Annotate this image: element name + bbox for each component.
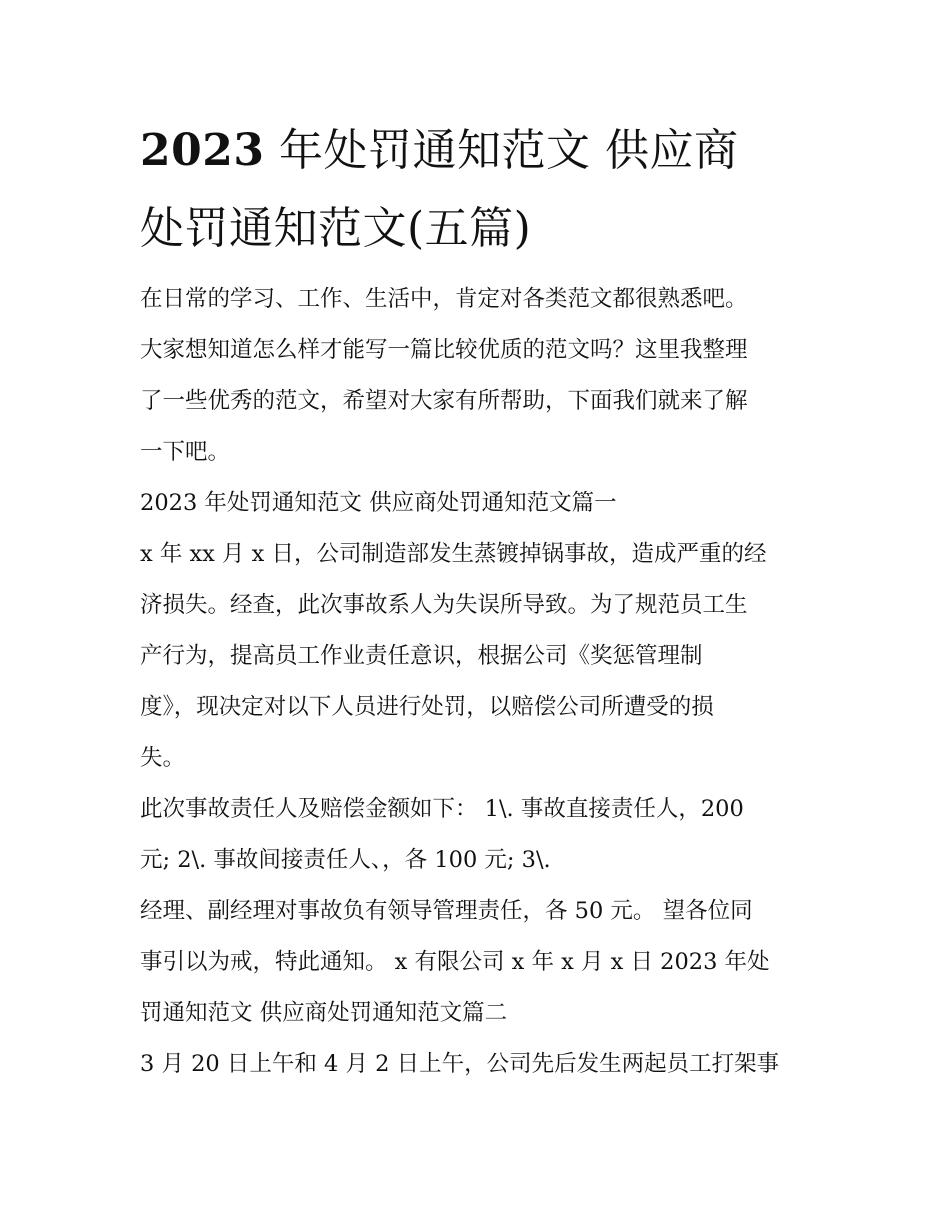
text-line: 大家想知道怎么样才能写一篇比较优质的范文吗？这里我整理 xyxy=(140,337,748,363)
text-line: 济损失。经查，此次事故系人为失误所导致。为了规范员工生 xyxy=(140,592,748,618)
text-line: 一下吧。 xyxy=(140,439,231,465)
text-line: x 年 xx 月 x 日，公司制造部发生蒸镀掉锅事故，造成严重的经 xyxy=(140,541,767,567)
title-line-2: 处罚通知范文(五篇) xyxy=(140,203,532,254)
title-line-1-text: 年处罚通知范文 供应商 xyxy=(264,125,739,176)
title-line-1 xyxy=(140,112,820,190)
text-line: 此次事故责任人及赔偿金额如下： 1\. 事故直接责任人，200 xyxy=(140,796,744,822)
text-line: 了一些优秀的范文，希望对大家有所帮助，下面我们就来了解 xyxy=(140,388,748,414)
text-line: 罚通知范文 供应商处罚通知范文篇二 xyxy=(140,1000,508,1026)
section-heading-1: 2023 年处罚通知范文 供应商处罚通知范文篇一 xyxy=(140,490,617,516)
text-line: 在日常的学习、工作、生活中，肯定对各类范文都很熟悉吧。 xyxy=(140,286,748,312)
text-line: 失。 xyxy=(140,745,186,771)
title-year: 2023 xyxy=(140,125,265,176)
text-line: 元; 2\. 事故间接责任人、，各 100 元; 3\. xyxy=(140,847,551,873)
text-line: 度》，现决定对以下人员进行处罚，以赔偿公司所遭受的损 xyxy=(140,694,714,720)
text-line: 3 月 20 日上午和 4 月 2 日上午，公司先后发生两起员工打架事 xyxy=(140,1051,780,1077)
document-body xyxy=(140,274,830,1090)
text-line: 经理、副经理对事故负有领导管理责任，各 50 元。 望各位同 xyxy=(140,898,753,924)
text-line: 事引以为戒，特此通知。 x 有限公司 x 年 x 月 x 日 2023 年处 xyxy=(140,949,770,975)
text-line: 产行为，提高员工作业责任意识，根据公司《奖惩管理制 xyxy=(140,643,703,669)
document-title xyxy=(140,112,820,268)
